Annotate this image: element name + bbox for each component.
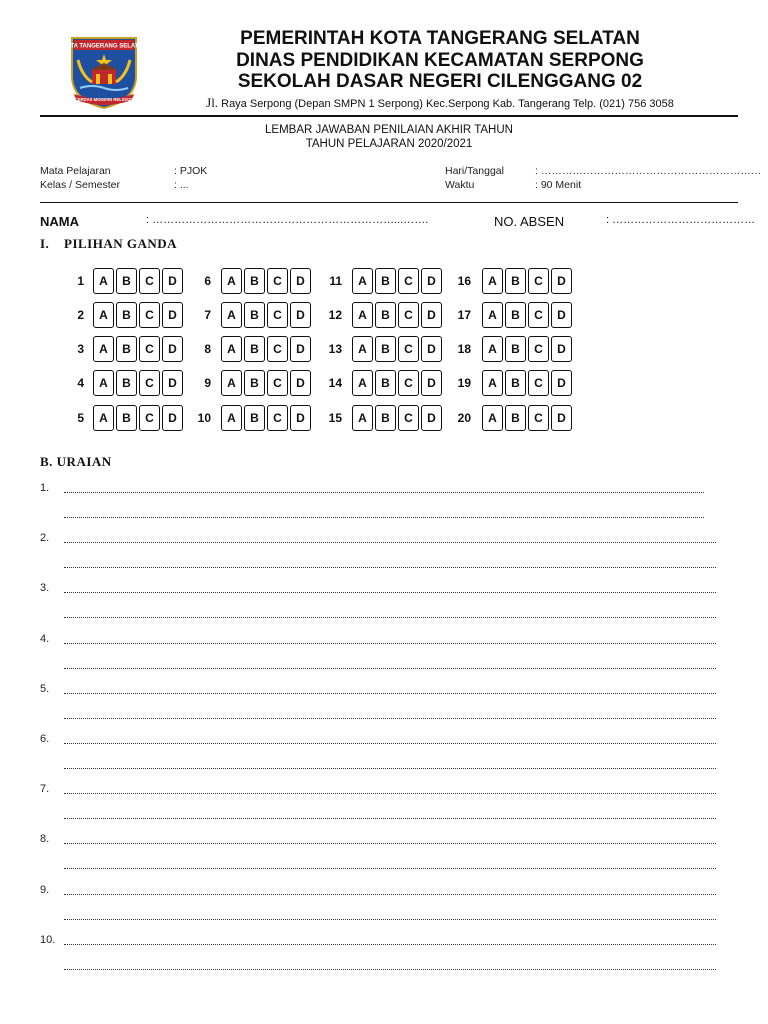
answer-choice-box[interactable]: A: [221, 268, 242, 294]
waktu-value: : 90 Menit: [535, 179, 582, 191]
logo-text-top: KOTA TANGERANG SELATAN: [61, 43, 147, 50]
answer-options: [352, 405, 444, 431]
answer-choice-box[interactable]: B: [505, 370, 526, 396]
essay-number: 9.: [40, 883, 50, 896]
answer-choice-box[interactable]: B: [375, 336, 396, 362]
answer-choice-box[interactable]: A: [93, 370, 114, 396]
answer-choice-box[interactable]: B: [116, 268, 137, 294]
answer-choice-box[interactable]: A: [482, 405, 503, 431]
answer-choice-box[interactable]: B: [116, 370, 137, 396]
essay-answer-line[interactable]: [64, 668, 716, 669]
answer-choice-box[interactable]: D: [162, 302, 183, 328]
answer-choice-box[interactable]: D: [551, 268, 572, 294]
mapel-value: : PJOK: [174, 165, 208, 177]
essay-answer-line[interactable]: [64, 567, 716, 568]
essay-answer-line[interactable]: [64, 743, 716, 744]
answer-choice-box[interactable]: B: [244, 336, 265, 362]
answer-choice-box[interactable]: A: [482, 302, 503, 328]
question-number: 17: [457, 308, 471, 322]
school-address: [190, 95, 690, 111]
essay-answer-line[interactable]: [64, 492, 704, 493]
question-number: 13: [328, 342, 342, 356]
question-number: 14: [328, 376, 342, 390]
question-number: 16: [457, 274, 471, 288]
question-number: 2: [77, 308, 84, 322]
question-number: 1: [77, 274, 84, 288]
answer-choice-box[interactable]: C: [528, 302, 549, 328]
answer-choice-box[interactable]: B: [505, 302, 526, 328]
answer-choice-box[interactable]: B: [116, 405, 137, 431]
kop-line-3: SEKOLAH DASAR NEGERI CILENGGANG 02: [237, 71, 643, 92]
essay-answer-line[interactable]: [64, 592, 716, 593]
answer-choice-box[interactable]: B: [375, 405, 396, 431]
answer-choice-box[interactable]: D: [162, 405, 183, 431]
essay-answer-line[interactable]: [64, 944, 716, 945]
question-number: 3: [77, 342, 84, 356]
answer-options: [221, 405, 313, 431]
answer-choice-box[interactable]: A: [352, 405, 373, 431]
answer-choice-box[interactable]: C: [139, 268, 160, 294]
answer-choice-box[interactable]: D: [421, 405, 442, 431]
school-logo: [61, 30, 147, 110]
answer-choice-box[interactable]: A: [93, 302, 114, 328]
answer-choice-box[interactable]: D: [290, 336, 311, 362]
essay-number: 2.: [40, 532, 50, 545]
answer-options: [482, 336, 574, 362]
question-number: 15: [328, 411, 342, 425]
kop-line-1: PEMERINTAH KOTA TANGERANG SELATAN: [240, 28, 640, 49]
answer-choice-box[interactable]: A: [352, 268, 373, 294]
answer-options: [221, 302, 313, 328]
answer-choice-box[interactable]: D: [421, 268, 442, 294]
question-number: 7: [204, 308, 211, 322]
answer-choice-box[interactable]: D: [290, 302, 311, 328]
question-number: 6: [204, 274, 211, 288]
essay-number: 6.: [40, 733, 50, 745]
essay-number: 3.: [40, 582, 50, 595]
hari-label: Hari/Tanggal: [445, 165, 504, 177]
essay-answer-line[interactable]: [64, 843, 716, 844]
question-number: 9: [204, 376, 211, 390]
identity-divider: [40, 202, 738, 203]
answer-choice-box[interactable]: B: [375, 268, 396, 294]
essay-answer-line[interactable]: [64, 643, 716, 644]
answer-options: [93, 370, 185, 396]
answer-choice-box[interactable]: A: [352, 336, 373, 362]
essay-number: 7.: [40, 783, 50, 796]
answer-choice-box[interactable]: A: [221, 405, 242, 431]
nama-field[interactable]: : …………………………………………………………...…….: [146, 214, 429, 226]
essay-answer-line[interactable]: [64, 617, 716, 618]
answer-choice-box[interactable]: A: [482, 370, 503, 396]
answer-choice-box[interactable]: C: [139, 370, 160, 396]
essay-answer-line[interactable]: [64, 718, 716, 719]
essay-answer-line[interactable]: [64, 542, 716, 543]
question-number: 12: [328, 308, 342, 322]
answer-choice-box[interactable]: C: [267, 268, 288, 294]
question-number: 11: [329, 274, 342, 288]
essay-answer-line[interactable]: [64, 969, 716, 970]
mapel-label: Mata Pelajaran: [40, 165, 111, 177]
essay-answer-line[interactable]: [64, 517, 704, 518]
answer-choice-box[interactable]: D: [421, 370, 442, 396]
section-1-title: PILIHAN GANDA: [64, 236, 178, 251]
answer-choice-box[interactable]: B: [244, 370, 265, 396]
document-title: LEMBAR JAWABAN PENILAIAN AKHIR TAHUN: [265, 124, 513, 136]
answer-choice-box[interactable]: D: [421, 336, 442, 362]
answer-options: [352, 302, 444, 328]
answer-choice-box[interactable]: C: [528, 268, 549, 294]
question-number: 4: [77, 376, 84, 390]
answer-options: [352, 370, 444, 396]
answer-choice-box[interactable]: A: [352, 302, 373, 328]
essay-number: 10.: [40, 933, 56, 946]
waktu-label: Waktu: [445, 179, 475, 191]
answer-choice-box[interactable]: A: [93, 336, 114, 362]
answer-choice-box[interactable]: D: [290, 405, 311, 431]
answer-choice-box[interactable]: D: [290, 268, 311, 294]
answer-choice-box[interactable]: A: [482, 268, 503, 294]
answer-choice-box[interactable]: B: [244, 405, 265, 431]
answer-choice-box[interactable]: D: [551, 370, 572, 396]
answer-choice-box[interactable]: C: [267, 370, 288, 396]
answer-choice-box[interactable]: C: [398, 405, 419, 431]
answer-options: [221, 370, 313, 396]
answer-choice-box[interactable]: C: [398, 370, 419, 396]
absen-label: NO. ABSEN: [494, 214, 565, 229]
essay-number: 1.: [40, 482, 50, 494]
answer-choice-box[interactable]: B: [375, 302, 396, 328]
answer-choice-box[interactable]: B: [505, 405, 526, 431]
answer-choice-box[interactable]: A: [221, 370, 242, 396]
answer-options: [93, 336, 185, 362]
answer-choice-box[interactable]: B: [505, 336, 526, 362]
answer-choice-box[interactable]: C: [528, 370, 549, 396]
kelas-value: : ...: [174, 179, 189, 191]
answer-choice-box[interactable]: D: [162, 268, 183, 294]
section-1-number: I.: [40, 236, 50, 251]
answer-choice-box[interactable]: C: [139, 336, 160, 362]
essay-answer-line[interactable]: [64, 768, 716, 769]
answer-choice-box[interactable]: C: [139, 302, 160, 328]
answer-choice-box[interactable]: C: [267, 302, 288, 328]
answer-choice-box[interactable]: A: [482, 336, 503, 362]
answer-options: [93, 405, 185, 431]
answer-options: [352, 268, 444, 294]
answer-choice-box[interactable]: C: [528, 405, 549, 431]
answer-choice-box[interactable]: A: [93, 405, 114, 431]
answer-choice-box[interactable]: B: [505, 268, 526, 294]
answer-choice-box[interactable]: D: [421, 302, 442, 328]
kelas-label: Kelas / Semester: [40, 179, 120, 191]
answer-options: [221, 268, 313, 294]
question-number: 18: [457, 342, 471, 356]
question-number: 8: [204, 342, 211, 356]
answer-choice-box[interactable]: B: [375, 370, 396, 396]
answer-choice-box[interactable]: C: [398, 268, 419, 294]
question-number: 10: [197, 411, 211, 425]
answer-choice-box[interactable]: B: [116, 302, 137, 328]
answer-choice-box[interactable]: C: [267, 336, 288, 362]
question-number: 20: [457, 411, 471, 425]
header-divider: [40, 115, 738, 117]
answer-options: [93, 268, 185, 294]
section-2-title: B. URAIAN: [40, 454, 112, 469]
essay-answer-line[interactable]: [64, 919, 716, 920]
document-subtitle: TAHUN PELAJARAN 2020/2021: [305, 138, 473, 150]
essay-answer-line[interactable]: [64, 818, 716, 819]
answer-choice-box[interactable]: A: [221, 302, 242, 328]
essay-answer-line[interactable]: [64, 693, 716, 694]
answer-options: [93, 302, 185, 328]
answer-choice-box[interactable]: C: [528, 336, 549, 362]
essay-number: 8.: [40, 833, 50, 846]
essay-number: 5.: [40, 682, 50, 695]
question-number: 19: [457, 376, 471, 390]
answer-choice-box[interactable]: D: [551, 336, 572, 362]
answer-choice-box[interactable]: D: [162, 336, 183, 362]
answer-options: [482, 405, 574, 431]
answer-options: [482, 370, 574, 396]
answer-choice-box[interactable]: D: [551, 302, 572, 328]
logo-text-bottom: CERDAS MODERN RELIGIUS: [74, 97, 134, 102]
answer-choice-box[interactable]: C: [398, 336, 419, 362]
answer-choice-box[interactable]: B: [244, 268, 265, 294]
kop-line-2: DINAS PENDIDIKAN KECAMATAN SERPONG: [236, 50, 644, 71]
answer-choice-box[interactable]: C: [139, 405, 160, 431]
answer-choice-box[interactable]: C: [267, 405, 288, 431]
answer-choice-box[interactable]: D: [162, 370, 183, 396]
address-text: Raya Serpong (Depan SMPN 1 Serpong) Kec.Serpong Kab. Tangerang Telp. (021) 756 3058: [218, 98, 674, 110]
essay-answer-line[interactable]: [64, 894, 716, 895]
answer-choice-box[interactable]: A: [93, 268, 114, 294]
answer-choice-box[interactable]: A: [352, 370, 373, 396]
address-prefix: Jl.: [206, 95, 219, 110]
answer-choice-box[interactable]: A: [221, 336, 242, 362]
essay-answer-line[interactable]: [64, 793, 716, 794]
answer-choice-box[interactable]: D: [290, 370, 311, 396]
answer-options: [221, 336, 313, 362]
answer-choice-box[interactable]: D: [551, 405, 572, 431]
essay-answer-line[interactable]: [64, 868, 716, 869]
answer-choice-box[interactable]: C: [398, 302, 419, 328]
answer-choice-box[interactable]: B: [244, 302, 265, 328]
question-number: 5: [77, 411, 84, 425]
answer-options: [482, 302, 574, 328]
nama-label: NAMA: [40, 214, 79, 229]
answer-choice-box[interactable]: B: [116, 336, 137, 362]
absen-field[interactable]: : …………………………………: [606, 214, 756, 226]
answer-options: [352, 336, 444, 362]
answer-options: [482, 268, 574, 294]
essay-number: 4.: [40, 632, 50, 645]
hari-value[interactable]: : ………………………………………………………: [535, 165, 762, 177]
